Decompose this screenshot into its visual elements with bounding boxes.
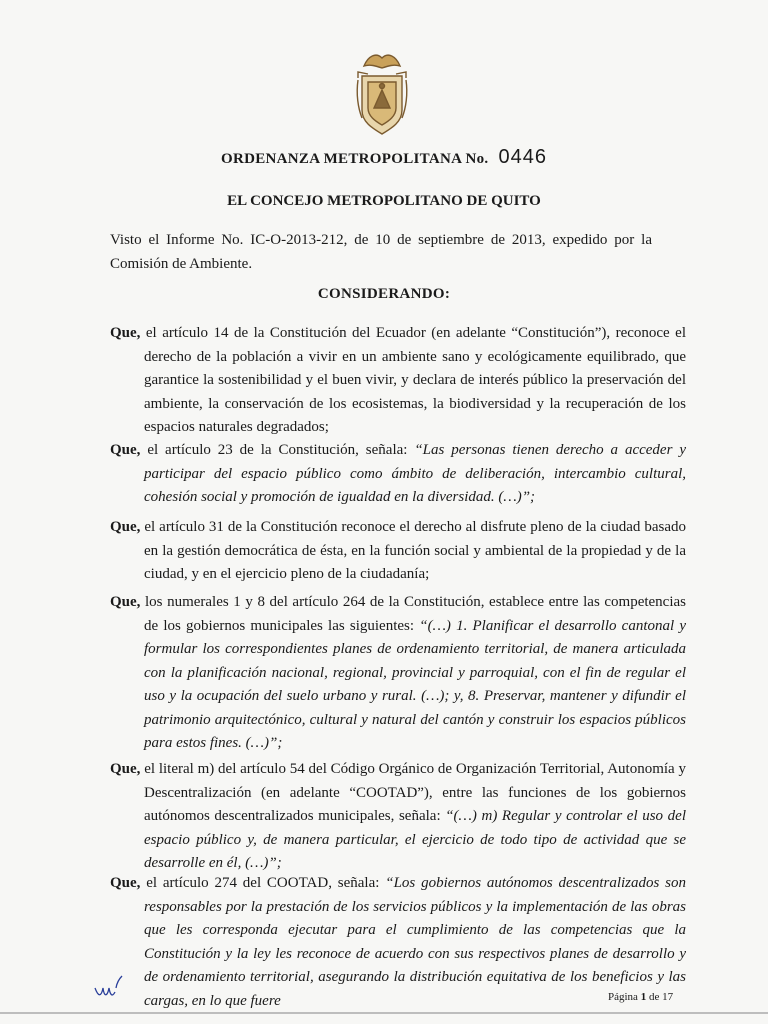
footer-page-total: 17 (662, 991, 674, 1003)
ordinance-number: 0446 (498, 146, 547, 168)
clause-text: el artículo 274 del COOTAD, señala: (140, 875, 386, 891)
clause-que-label: Que, (110, 594, 141, 610)
clause-que-label: Que, (110, 325, 141, 341)
clause-paragraph (110, 516, 686, 587)
signature-initials-icon (92, 968, 126, 1000)
visto-paragraph: Visto el Informe No. IC-O-2013-212, de 10 de septiembre de 2013, expedido por la Comisión de Ambiente. (110, 232, 652, 272)
clause-paragraph (110, 322, 686, 440)
clause-quote: “(…) m) Regular y controlar el uso del espacio público y, de manera particular, el ejercicio de todo tipo de actividad que se desarrolle en él, (…)”; (144, 808, 686, 871)
page-footer (608, 991, 673, 1003)
coat-of-arms-icon (354, 48, 410, 138)
considerando-heading: CONSIDERANDO: (317, 286, 451, 302)
clause-quote: “Las personas tienen derecho a acceder y participar del espacio público como ámbito de deliberación, intercambio cultural, cohesión social y promoción de igualdad en la diversidad. (…)”; (144, 442, 686, 505)
ordinance-title-prefix: ORDENANZA METROPOLITANA No. (221, 151, 489, 167)
clause-quote: “Los gobiernos autónomos descentralizados son responsables por la prestación de los servicios públicos y la implementación de las obras que les corresponda ejecutar para el cumplimiento de las competencias que la Constitución y la ley les reconoce de acuerdo con sus respectivos planes de desarrollo y de ordenamiento territorial, asegurando la distribución equitativa de los beneficios y las cargas, en lo que fuere (144, 875, 687, 1009)
clause-text: el artículo 31 de la Constitución reconoce el derecho al disfrute pleno de la ciudad basado en la gestión democrática de ésta, en la función social y ambiental de la propiedad y de la ciudad, y en el ejercicio pleno de la ciudadanía; (140, 519, 686, 582)
clause-paragraph (110, 872, 686, 1013)
clause-paragraph (110, 439, 686, 510)
clause-quote: “(…) 1. Planificar el desarrollo cantonal y formular los correspondientes planes de ordenamiento territorial, de manera articulada con la planificación nacional, regional, provincial y parroquial, con el fin de regular el uso y la ocupación del suelo urbano y rural. (…); y, 8. Preservar, mantener y difundir el patrimonio arquitectónico, cultural y natural del cantón y construir los espacios públicos para estos fines. (…)”; (144, 617, 687, 751)
clause-que-label: Que, (110, 761, 141, 777)
clause-que-label: Que, (110, 442, 141, 458)
council-heading: EL CONCEJO METROPOLITANO DE QUITO (227, 193, 541, 209)
clause-text: el artículo 14 de la Constitución del Ecuador (en adelante “Constitución”), reconoce el derecho de la población a vivir en un ambiente sano y ecológicamente equilibrado, que garantice la sostenibilidad y el buen vivir, y declara de interés público la preservación del ambiente, la conservación de los ecosistemas, la biodiversidad y la recuperación de los espacios naturales degradados; (140, 325, 686, 435)
bottom-divider (0, 1012, 768, 1014)
clause-que-label: Que, (110, 875, 141, 891)
clause-paragraph (110, 758, 686, 876)
ordinance-title (0, 146, 768, 169)
clause-paragraph (110, 591, 686, 756)
clause-que-label: Que, (110, 519, 141, 535)
footer-of-label: de (648, 991, 660, 1003)
clause-text: el literal m) del artículo 54 del Código Orgánico de Organización Territorial, Autonomía y Descentralización (en adelante “COOTAD”), entre las funciones de los gobiernos autónomos descentralizados municipales, señala: (140, 761, 686, 824)
clause-text: el artículo 23 de la Constitución, señala: (140, 442, 415, 458)
footer-page-number: 1 (640, 991, 647, 1003)
footer-page-label: Página (608, 991, 638, 1003)
clause-text: los numerales 1 y 8 del artículo 264 de la Constitución, establece entre las competencias de los gobiernos municipales las siguientes: (140, 594, 686, 634)
